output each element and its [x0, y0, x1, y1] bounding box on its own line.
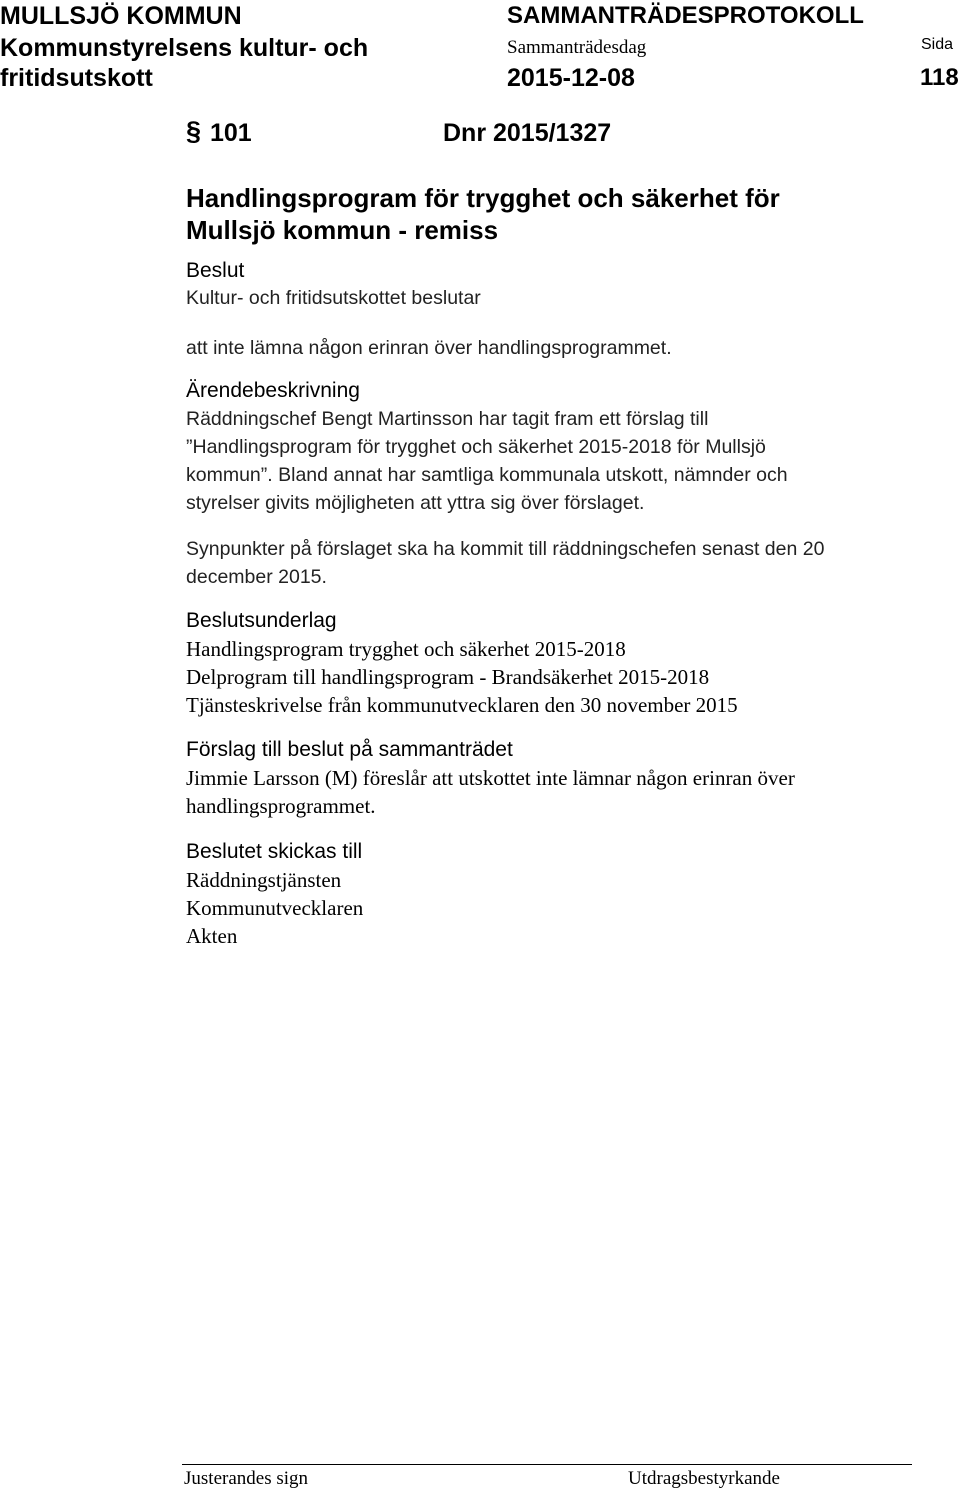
- recipient: Kommunutvecklaren: [186, 896, 364, 920]
- arende-line2: ”Handlingsprogram för trygghet och säkerhet 2015-2018 för Mullsjö: [186, 436, 766, 458]
- section-symbol: §: [186, 116, 202, 146]
- forslag-line1: Jimmie Larsson (M) föreslår att utskottet inte lämnar någon erinran över: [186, 766, 795, 790]
- arendebeskrivning-heading: Ärendebeskrivning: [186, 379, 360, 402]
- title-line2: Mullsjö kommun - remiss: [186, 215, 499, 245]
- meeting-date: 2015-12-08: [507, 64, 635, 92]
- meeting-date-label: Sammanträdesdag: [507, 37, 647, 58]
- justerandes-sign-label: Justerandes sign: [184, 1468, 309, 1489]
- arende-line4: styrelser givits möjligheten att yttra sig över förslaget.: [186, 492, 645, 514]
- recipient: Räddningstjänsten: [186, 868, 342, 892]
- forslag-line2: handlingsprogrammet.: [186, 794, 376, 818]
- footer-rule: [182, 1464, 912, 1465]
- beslutsunderlag-item: Handlingsprogram trygghet och säkerhet 2015-2018: [186, 637, 626, 661]
- committee-name-line1: Kommunstyrelsens kultur- och: [0, 34, 369, 62]
- title-line1: Handlingsprogram för trygghet och säkerhet för: [186, 183, 780, 213]
- beslut-line2: att inte lämna någon erinran över handlingsprogrammet.: [186, 337, 672, 359]
- beslutsunderlag-item: Delprogram till handlingsprogram - Brandsäkerhet 2015-2018: [186, 665, 710, 689]
- municipality-name: MULLSJÖ KOMMUN: [0, 2, 242, 30]
- page-number: 118: [920, 64, 959, 91]
- arende-line3: kommun”. Bland annat har samtliga kommunala utskott, nämnder och: [186, 464, 788, 486]
- document-type: SAMMANTRÄDESPROTOKOLL: [507, 2, 864, 29]
- dnr-number: Dnr 2015/1327: [443, 119, 612, 147]
- arende-line1: Räddningschef Bengt Martinsson har tagit fram ett förslag till: [186, 408, 709, 430]
- synpunkter-line1: Synpunkter på förslaget ska ha kommit till räddningschefen senast den 20: [186, 538, 825, 560]
- beslut-line1: Kultur- och fritidsutskottet beslutar: [186, 287, 481, 309]
- recipient: Akten: [186, 924, 238, 948]
- synpunkter-line2: december 2015.: [186, 566, 327, 588]
- beslutsunderlag-item: Tjänsteskrivelse från kommunutvecklaren den 30 november 2015: [186, 693, 738, 717]
- paragraph-number: 101: [210, 119, 252, 147]
- committee-name-line2: fritidsutskott: [0, 64, 153, 92]
- beslut-heading: Beslut: [186, 259, 245, 282]
- page-label: Sida: [921, 36, 954, 53]
- forslag-heading: Förslag till beslut på sammanträdet: [186, 738, 513, 761]
- beslutsunderlag-heading: Beslutsunderlag: [186, 609, 337, 632]
- skickas-heading: Beslutet skickas till: [186, 840, 363, 863]
- utdragsbestyrkande-label: Utdragsbestyrkande: [628, 1468, 780, 1489]
